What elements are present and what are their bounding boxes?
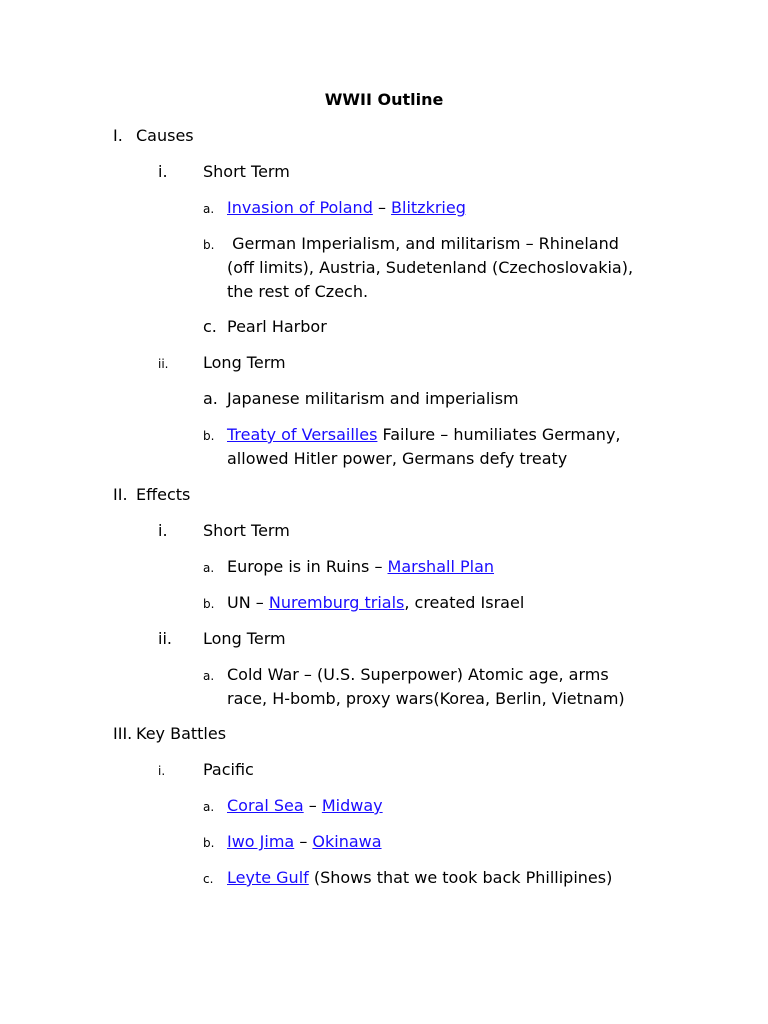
section-marker: I. [113,126,123,145]
item-text-line-1: Failure – humiliates Germany, [377,425,621,444]
dash-separator: – [303,796,322,815]
document-title: WWII Outline [324,90,444,109]
item-marker: c. [203,317,217,336]
item-text: (Shows that we took back Phillipines) [308,868,613,887]
dash-separator: – [372,198,392,217]
subsection-marker: i. [158,521,168,540]
nuremburg-trials-link[interactable]: Nuremburg trials [268,593,405,612]
item-text-line-2: race, H-bomb, proxy wars(Korea, Berlin, Vietnam) [227,689,625,708]
section-label: Effects [136,485,191,504]
invasion-of-poland-link[interactable]: Invasion of Poland [227,198,373,217]
item-text: UN – [227,593,269,612]
subsection-label: Pacific [203,760,254,779]
subsection-label: Long Term [203,353,286,372]
subsection-label: Short Term [203,162,290,181]
blitzkrieg-link[interactable]: Blitzkrieg [391,198,466,217]
item-marker: a. [203,669,215,683]
item-text-after: , created Israel [404,593,525,612]
item-text: Pearl Harbor [227,317,327,336]
item-text-line-1: German Imperialism, and militarism – Rhineland [227,234,619,253]
subsection-marker: i. [158,764,166,778]
item-marker: b. [203,238,215,252]
item-marker: a. [203,561,215,575]
item-text-line-3: the rest of Czech. [227,282,369,301]
leyte-gulf-link[interactable]: Leyte Gulf [227,868,309,887]
item-text-line-2: allowed Hitler power, Germans defy treaty [227,449,568,468]
item-marker: a. [203,389,218,408]
marshall-plan-link[interactable]: Marshall Plan [387,557,495,576]
section-marker: II. [113,485,128,504]
item-marker: b. [203,597,215,611]
subsection-marker: ii. [158,629,172,648]
item-marker: c. [203,872,214,886]
treaty-of-versailles-link[interactable]: Treaty of Versailles [227,425,378,444]
section-label: Causes [136,126,194,145]
item-marker: a. [203,202,215,216]
coral-sea-link[interactable]: Coral Sea [227,796,304,815]
item-marker: b. [203,429,215,443]
item-marker: b. [203,836,215,850]
subsection-marker: ii. [158,357,169,371]
item-text: Japanese militarism and imperialism [227,389,519,408]
subsection-label: Long Term [203,629,286,648]
item-marker: a. [203,800,215,814]
item-text-line-1: Cold War – (U.S. Superpower) Atomic age, arms [227,665,609,684]
dash-separator: – [294,832,313,851]
subsection-label: Short Term [203,521,290,540]
subsection-marker: i. [158,162,168,181]
iwo-jima-link[interactable]: Iwo Jima [227,832,295,851]
item-text: Europe is in Ruins – [227,557,388,576]
okinawa-link[interactable]: Okinawa [312,832,382,851]
section-label: Key Battles [136,724,227,743]
item-text-line-2: (off limits), Austria, Sudetenland (Czechoslovakia), [227,258,634,277]
midway-link[interactable]: Midway [321,796,383,815]
section-marker: III. [113,724,133,743]
